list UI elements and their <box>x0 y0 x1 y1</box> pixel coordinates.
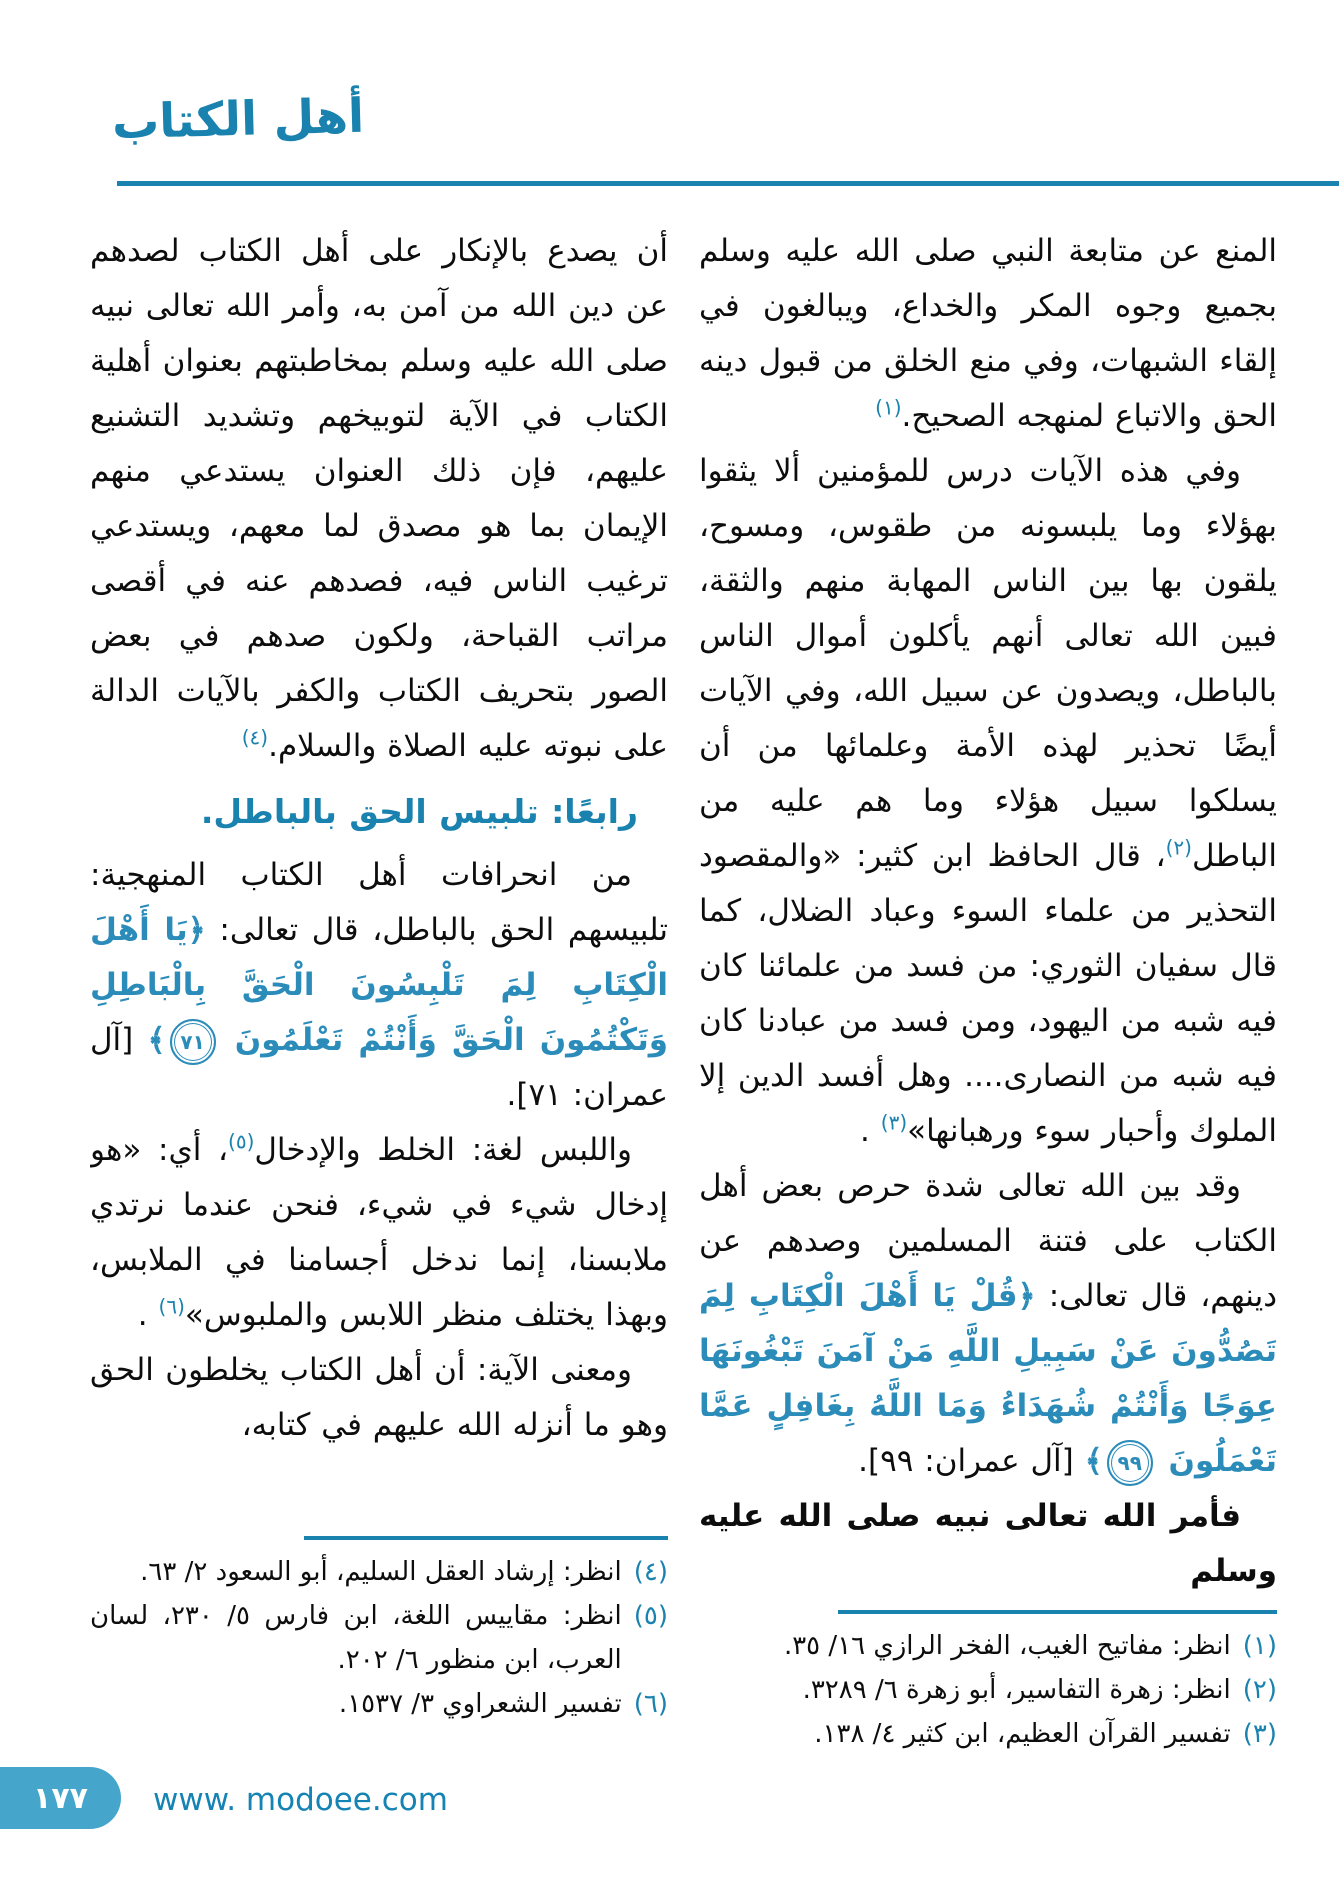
column-left-body <box>90 224 668 1536</box>
footnote-number: (٤) <box>633 1557 668 1587</box>
footnote-text: انظر: مفاتيح الغيب، الفخر الرازي ١٦/ ٣٥. <box>783 1631 1231 1661</box>
body-text: من انحرافات أهل الكتاب المنهجية: تلبيسهم الحق بالباطل، قال تعالى: <box>90 857 668 948</box>
footnote-text: انظر: مقاييس اللغة، ابن فارس ٥/ ٢٣٠، لسان العرب، ابن منظور ٦/ ٢٠٢. <box>90 1601 622 1675</box>
footnote-list <box>699 1624 1277 1756</box>
body-text: أن يصدع بالإنكار على أهل الكتاب لصدهم عن دين الله من آمن به، وأمر الله تعالى نبيه صلى الله عليه وسلم بمخاطبتهم بعنوان أهلية الكتاب في الآية لتوبيخهم وتشديد التشنيع عليهم، فإن ذلك العنوان يستدعي منهم الإيمان بما هو مصدق لما معهم، ويستدعي ترغيب الناس فيه، فصدهم عنه في أقصى مراتب القباحة، ولكون صدهم في بعض الصور بتحريف الكتاب والكفر بالآيات الدالة على نبوته عليه الصلاة والسلام. <box>90 233 668 764</box>
paragraph <box>90 848 668 1123</box>
body-text: المنع عن متابعة النبي صلى الله عليه وسلم بجميع وجوه المكر والخداع، ويبالغون في إلقاء الشبهات، وفي منع الخلق من قبول دينه الحق والاتباع لمنهجه الصحيح. <box>699 233 1277 434</box>
quran-verse-text: ﴾ <box>147 1022 166 1058</box>
paragraph <box>699 1489 1277 1599</box>
footnote-ref-marker: (٤) <box>241 725 269 750</box>
section-heading <box>90 782 668 842</box>
column-right-footnotes <box>699 1610 1277 1756</box>
body-text: ، أي: «هو إدخال شيء في شيء، فنحن عندما نرتدي ملابسنا، إنما ندخل أجسامنا في الملابس، وبهذا يختلف منظر اللابس والملبوس» <box>90 1132 668 1333</box>
footnote <box>90 1594 668 1682</box>
paragraph <box>90 1123 668 1343</box>
footnote-ref-marker: (٦) <box>158 1294 185 1319</box>
paragraph <box>699 444 1277 1159</box>
footnote <box>699 1624 1277 1668</box>
header-rule <box>117 181 1339 186</box>
body-text: وفي هذه الآيات درس للمؤمنين ألا يثقوا بهؤلاء وما يلبسونه من طقوس، ومسوح، يلقون بها بين الناس المهابة منهم والثقة، فبين الله تعالى أنهم يأكلون أموال الناس بالباطل، ويصدون عن سبيل الله، وفي الآيات أيضًا تحذير لهذه الأمة وعلمائها من أن يسلكوا سبيل هؤلاء وما هم عليه من الباطل <box>699 453 1277 874</box>
text-columns <box>90 224 1277 1774</box>
quran-verse-text: ﴿يَا أَهْلَ الْكِتَابِ لِمَ تَلْبِسُونَ الْحَقَّ بِالْبَاطِلِ وَتَكْتُمُونَ الْحَقَّ وَأَنْتُمْ تَعْلَمُونَ <box>90 912 668 1058</box>
body-text: فأمر الله تعالى نبيه صلى الله عليه وسلم <box>699 1498 1277 1589</box>
footnote-list <box>90 1550 668 1726</box>
footnote <box>90 1550 668 1594</box>
website-text: www. modoee.com <box>153 1782 448 1818</box>
paragraph <box>699 224 1277 444</box>
footnote <box>699 1712 1277 1756</box>
paragraph <box>90 224 668 774</box>
quran-verse-text: ﴾ <box>1084 1443 1103 1479</box>
column-left <box>90 224 668 1774</box>
column-right-body <box>699 224 1277 1610</box>
footnote <box>699 1668 1277 1712</box>
footnote-text: انظر: زهرة التفاسير، أبو زهرة ٦/ ٣٢٨٩. <box>802 1675 1231 1705</box>
footnote-number: (١) <box>1242 1631 1277 1661</box>
footnote-number: (٦) <box>633 1689 668 1719</box>
body-text: واللبس لغة: الخلط والإدخال <box>254 1132 632 1168</box>
footnote-ref-marker: (١) <box>875 395 902 420</box>
column-left-footnotes <box>90 1536 668 1726</box>
ayah-number-medallion: ٧١ <box>170 1019 216 1065</box>
body-text: رابعًا: تلبيس الحق بالباطل. <box>200 792 638 831</box>
footnote-number: (٣) <box>1242 1719 1277 1749</box>
body-text: . <box>860 1113 881 1149</box>
footnote-number: (٢) <box>1242 1675 1277 1705</box>
quran-verse-text: ﴿قُلْ يَا أَهْلَ الْكِتَابِ لِمَ تَصُدُّونَ عَنْ سَبِيلِ اللَّهِ مَنْ آمَنَ تَبْغُونَهَا عِوَجًا وَأَنْتُمْ شُهَدَاءُ وَمَا اللَّهُ بِغَافِلٍ عَمَّا تَعْمَلُونَ <box>699 1278 1277 1479</box>
body-text: [آل عمران: ٧١]. <box>90 1022 668 1113</box>
footnote-ref-marker: (٢) <box>1165 835 1192 860</box>
paragraph <box>699 1159 1277 1489</box>
footnote-ref-marker: (٣) <box>880 1110 908 1135</box>
page-number: ١٧٧ <box>33 1780 88 1816</box>
body-text: ، قال الحافظ ابن كثير: «والمقصود التحذير من علماء السوء وعباد الضلال، كما قال سفيان الثوري: من فسد من علمائنا كان فيه شبه من اليهود، ومن فسد من عبادنا كان فيه شبه من النصارى.... وهل أفسد الدين إلا الملوك وأحبار سوء ورهبانها» <box>699 838 1277 1149</box>
body-text: . <box>137 1297 159 1333</box>
body-text: ومعنى الآية: أن أهل الكتاب يخلطون الحق وهو ما أنزله الله عليهم في كتابه، <box>90 1352 668 1443</box>
body-text: [آل عمران: ٩٩]. <box>858 1443 1085 1479</box>
page-number-pill <box>0 1767 121 1829</box>
footnote-separator-rule <box>838 1610 1277 1614</box>
footnote-text: تفسير القرآن العظيم، ابن كثير ٤/ ١٣٨. <box>814 1719 1231 1749</box>
column-right <box>699 224 1277 1774</box>
paragraph <box>90 1343 668 1453</box>
footnote <box>90 1682 668 1726</box>
page-header-title: أهل الكتاب <box>111 88 365 151</box>
footnote-text: تفسير الشعراوي ٣/ ١٥٣٧. <box>338 1689 622 1719</box>
footnote-separator-rule <box>304 1536 668 1540</box>
body-text: وقد بين الله تعالى شدة حرص بعض أهل الكتاب على فتنة المسلمين وصدهم عن دينهم، قال تعالى: <box>699 1168 1277 1314</box>
footnote-ref-marker: (٥) <box>228 1129 255 1154</box>
footnote-text: انظر: إرشاد العقل السليم، أبو السعود ٢/ ٦٣. <box>140 1557 622 1587</box>
footnote-number: (٥) <box>633 1601 668 1631</box>
ayah-number-medallion: ٩٩ <box>1107 1440 1153 1486</box>
